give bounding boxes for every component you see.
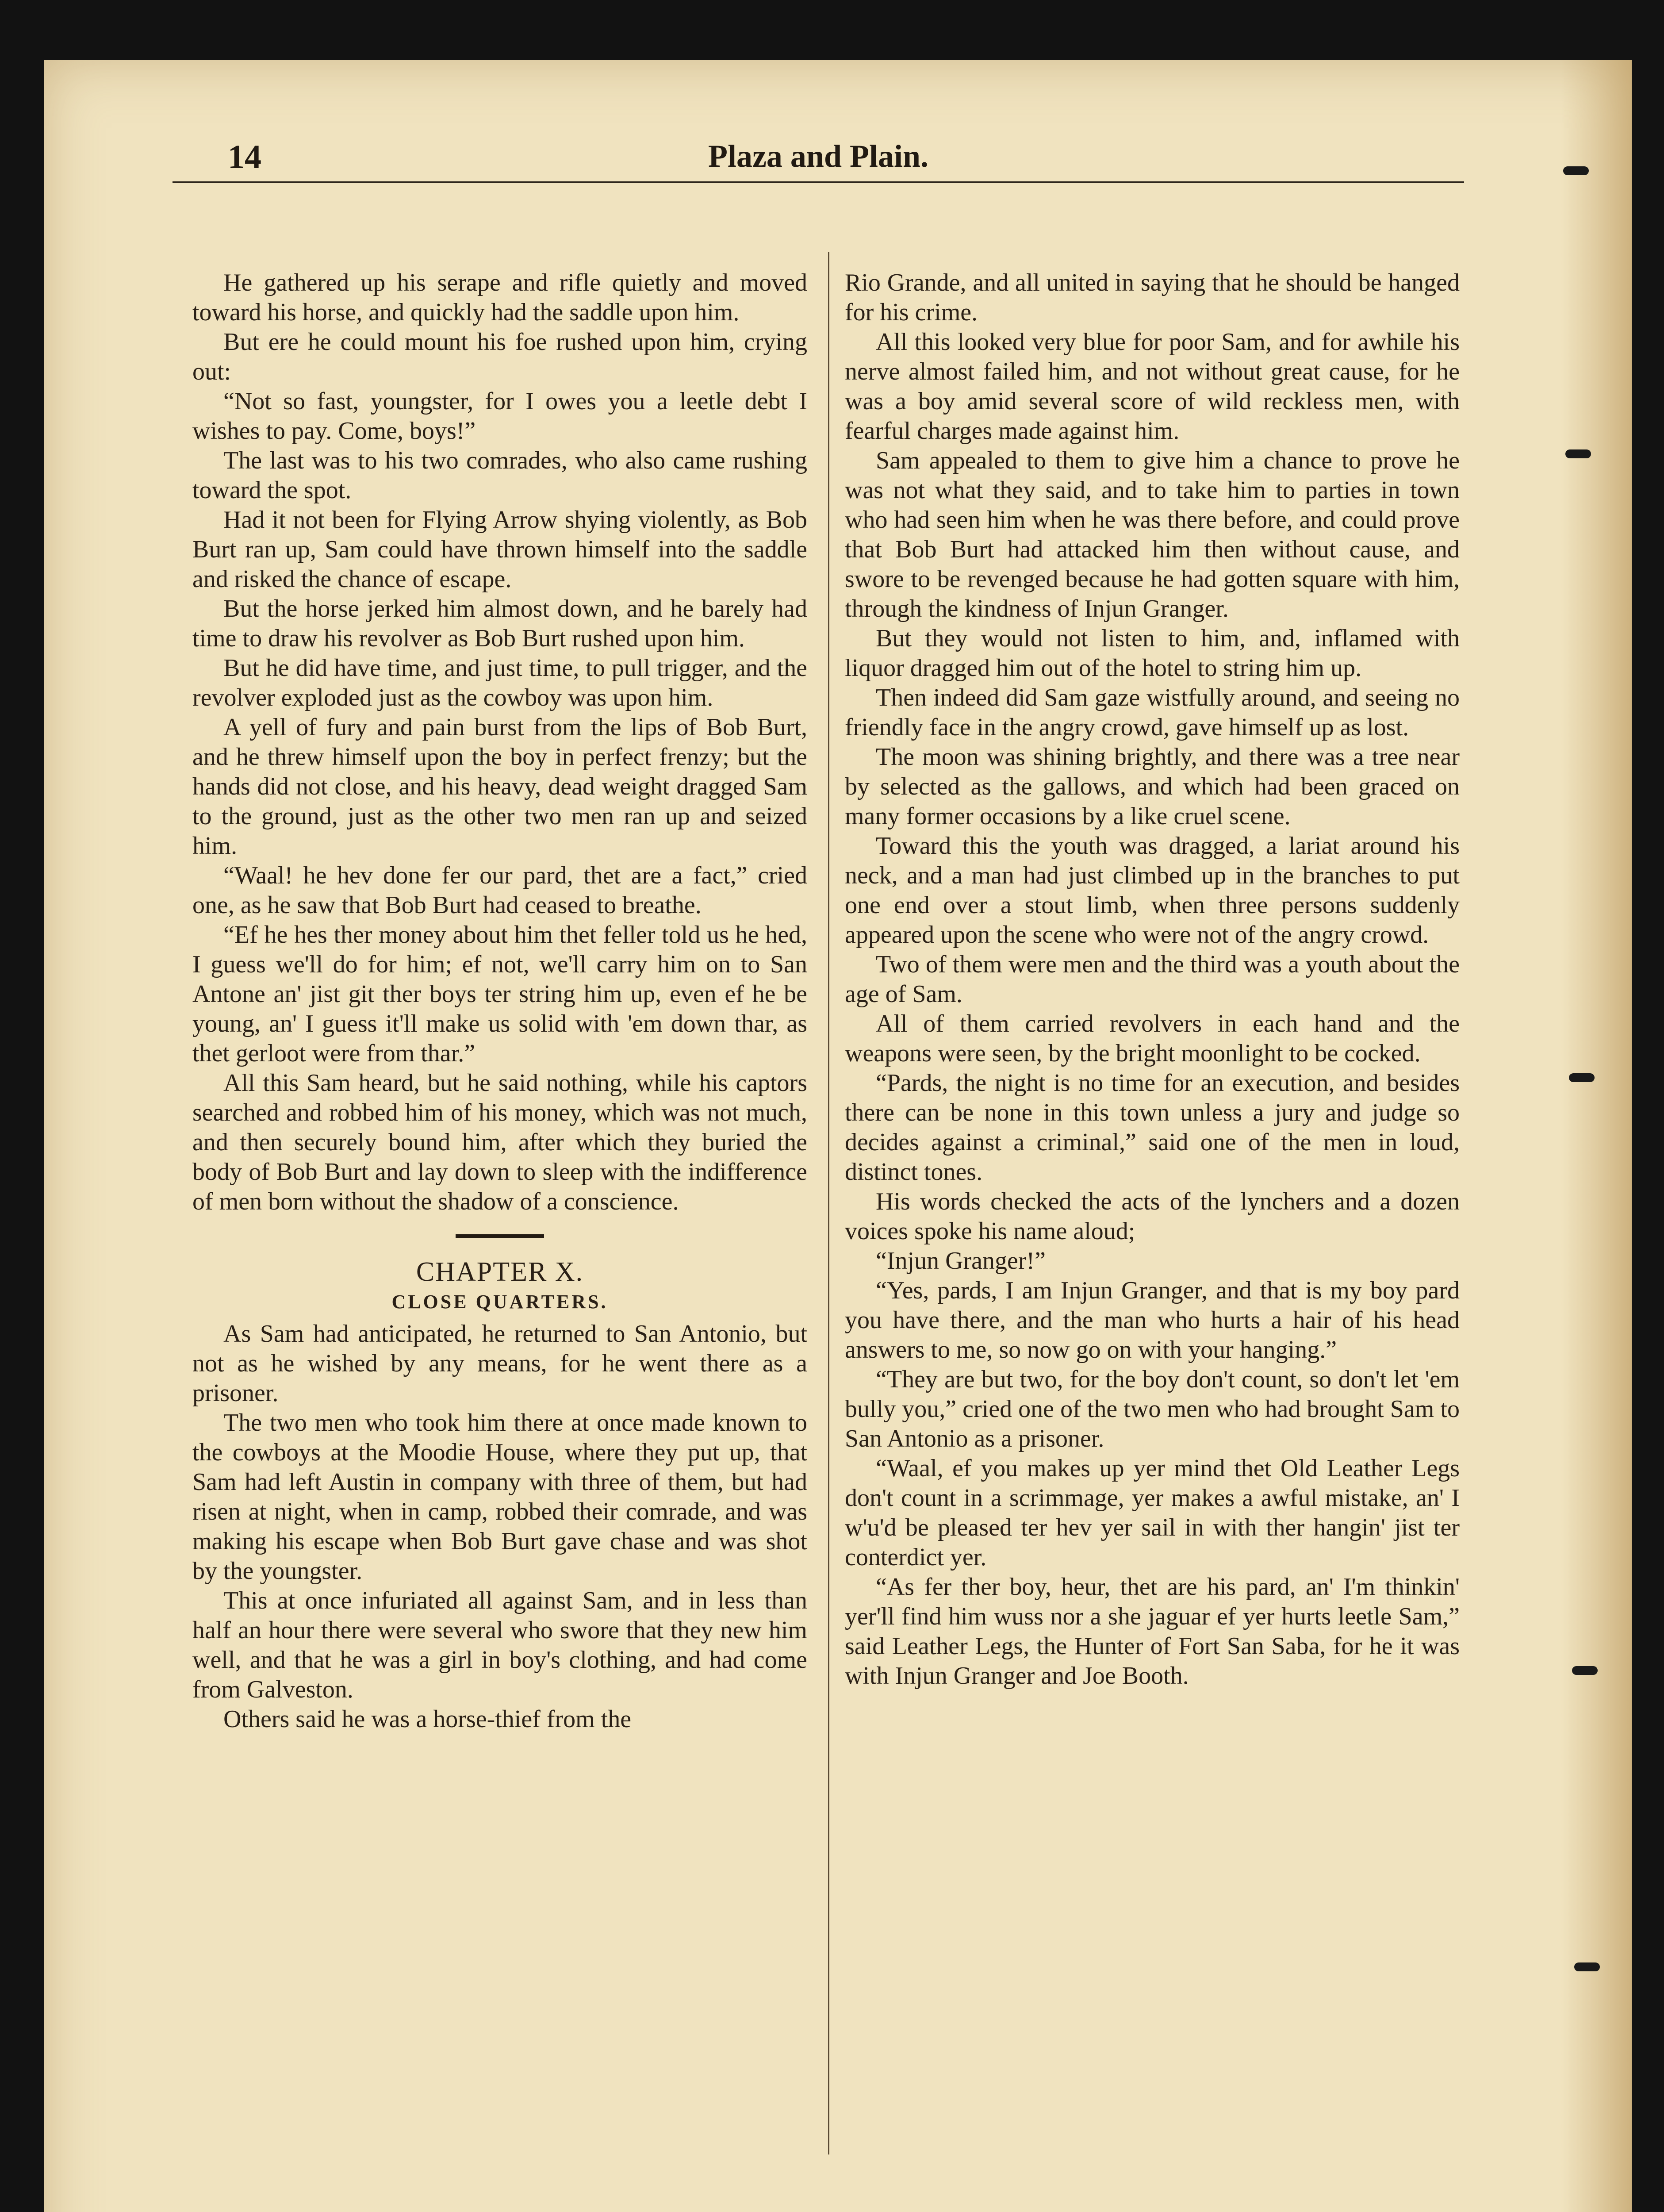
paragraph: Two of them were men and the third was a youth about the age of Sam. [845,951,1460,1008]
page-edge-shadow [1561,60,1632,2212]
chapter-rule [456,1234,544,1238]
paragraph: A yell of fury and pain burst from the lips of Bob Burt, and he threw himself upon the boy in perfect frenzy; but the hands did not close, and his heavy, dead weight dragged Sam to the ground, just as the other two men ran up and seized him. [192,714,807,860]
paragraph: Others said he was a horse-thief from the [223,1705,632,1733]
binding-stitch [1572,1666,1598,1675]
column-divider [828,252,829,2154]
binding-stitch [1563,166,1589,175]
paragraph: “As fer ther boy, heur, thet are his pard, an' I'm thinkin' yer'll find him wuss nor a she jaguar ef yer hurts leetle Sam,” said Leather Legs, the Hunter of Fort San Saba, for he it was with Injun Granger and Joe Booth. [845,1573,1460,1690]
paragraph: “Waal, ef you makes up yer mind thet Old Leather Legs don't count in a scrimmage, yer makes a awful mistake, an' I w'u'd be pleased ter hev yer sail in with ther hangin' jist ter conterdict yer. [845,1455,1460,1571]
paragraph: Toward this the youth was dragged, a lariat around his neck, and a man had just climbed up in the branches to put one end over a stout limb, when three persons suddenly appeared upon the scene who were not of the angry crowd. [845,832,1460,949]
binding-stitch [1569,1073,1595,1082]
paragraph: “Waal! he hev done fer our pard, thet are a fact,” cried one, as he saw that Bob Burt had ceased to breathe. [192,862,807,919]
paragraph: He gathered up his serape and rifle quietly and moved toward his horse, and quickly had the saddle upon him. [192,269,807,326]
paragraph: “Pards, the night is no time for an execution, and besides there can be none in this town unless a jury and judge so decides against a criminal,” said one of the men in loud, distinct tones. [845,1069,1460,1186]
paragraph: The last was to his two comrades, who also came rushing toward the spot. [192,447,807,504]
binding-stitch [1565,449,1591,458]
left-column [192,268,807,2153]
paragraph: “Not so fast, youngster, for I owes you a leetle debt I wishes to pay. Come, boys!” [192,388,807,445]
paragraph: All this Sam heard, but he said nothing, while his captors searched and robbed him of his money, which was not much, and then securely bound him, after which they buried the body of Bob Burt and lay down to sleep with the indifference of men born without the shadow of a conscience. [192,1069,807,1215]
running-head: Plaza and Plain. [708,138,929,174]
paragraph: All of them carried revolvers in each hand and the weapons were seen, by the bright moonlight to be cocked. [845,1010,1460,1067]
binding-stitch [1574,1962,1600,1971]
paragraph: “Injun Granger!” [876,1247,1046,1275]
paragraph: The two men who took him there at once made known to the cowboys at the Moodie House, where they put up, that Sam had left Austin in company with three of them, but had risen at night, when in camp, robbed their comrade, and was making his escape when Bob Burt gave chase and was shot by the youngster. [192,1409,807,1585]
chapter-subtitle: CLOSE QUARTERS. [391,1291,608,1313]
paragraph: But the horse jerked him almost down, and he barely had time to draw his revolver as Bob Burt rushed upon him. [192,595,807,652]
paragraph: Had it not been for Flying Arrow shying violently, as Bob Burt ran up, Sam could have thrown himself into the saddle and risked the chance of escape. [192,506,807,593]
paragraph: Rio Grande, and all united in saying that he should be hanged for his crime. [845,269,1460,326]
right-column [845,268,1460,2153]
paragraph: But he did have time, and just time, to pull trigger, and the revolver exploded just as the cowboy was upon him. [192,654,807,711]
paragraph: As Sam had anticipated, he returned to San Antonio, but not as he wished by any means, for he went there as a prisoner. [192,1320,807,1407]
page-header [173,133,1464,183]
paragraph: But ere he could mount his foe rushed upon him, crying out: [192,328,807,385]
paragraph: But they would not listen to him, and, inflamed with liquor dragged him out of the hotel to string him up. [845,625,1460,682]
paragraph: The moon was shining brightly, and there was a tree near by selected as the gallows, and which had been graced on many former occasions by a like cruel scene. [845,743,1460,830]
paragraph: “Yes, pards, I am Injun Granger, and that is my boy pard you have there, and the man who hurts a hair of his head answers to me, so now go on with your hanging.” [845,1277,1460,1363]
paragraph: His words checked the acts of the lynchers and a dozen voices spoke his name aloud; [845,1188,1460,1245]
paragraph: “Ef he hes ther money about him thet feller told us he hed, I guess we'll do for him; ef not, we'll carry him on to San Antone an' jist git ther boys ter string him up, even ef he be young, an' I guess it'll make us solid with 'em down thar, as thet gerloot were from thar.” [192,921,807,1067]
paragraph: All this looked very blue for poor Sam, and for awhile his nerve almost failed him, and not without great cause, for he was a boy amid several score of wild reckless men, with fearful charges made against him. [845,328,1460,445]
paragraph: Sam appealed to them to give him a chance to prove he was not what they said, and to take him to parties in town who had seen him when he was there before, and could prove that Bob Burt had attacked him then without cause, and swore to be revenged because he had gotten square with him, through the kindness of Injun Granger. [845,447,1460,622]
paragraph: Then indeed did Sam gaze wistfully around, and seeing no friendly face in the angry crowd, gave himself up as lost. [845,684,1460,741]
paragraph: “They are but two, for the boy don't count, so don't let 'em bully you,” cried one of the two men who had brought Sam to San Antonio as a prisoner. [845,1366,1460,1452]
chapter-title: CHAPTER X. [416,1257,584,1287]
paragraph: This at once infuriated all against Sam, and in less than half an hour there were several who swore that they new him well, and that he was a girl in boy's clothing, and had come from Galveston. [192,1587,807,1703]
page-number: 14 [228,138,261,176]
